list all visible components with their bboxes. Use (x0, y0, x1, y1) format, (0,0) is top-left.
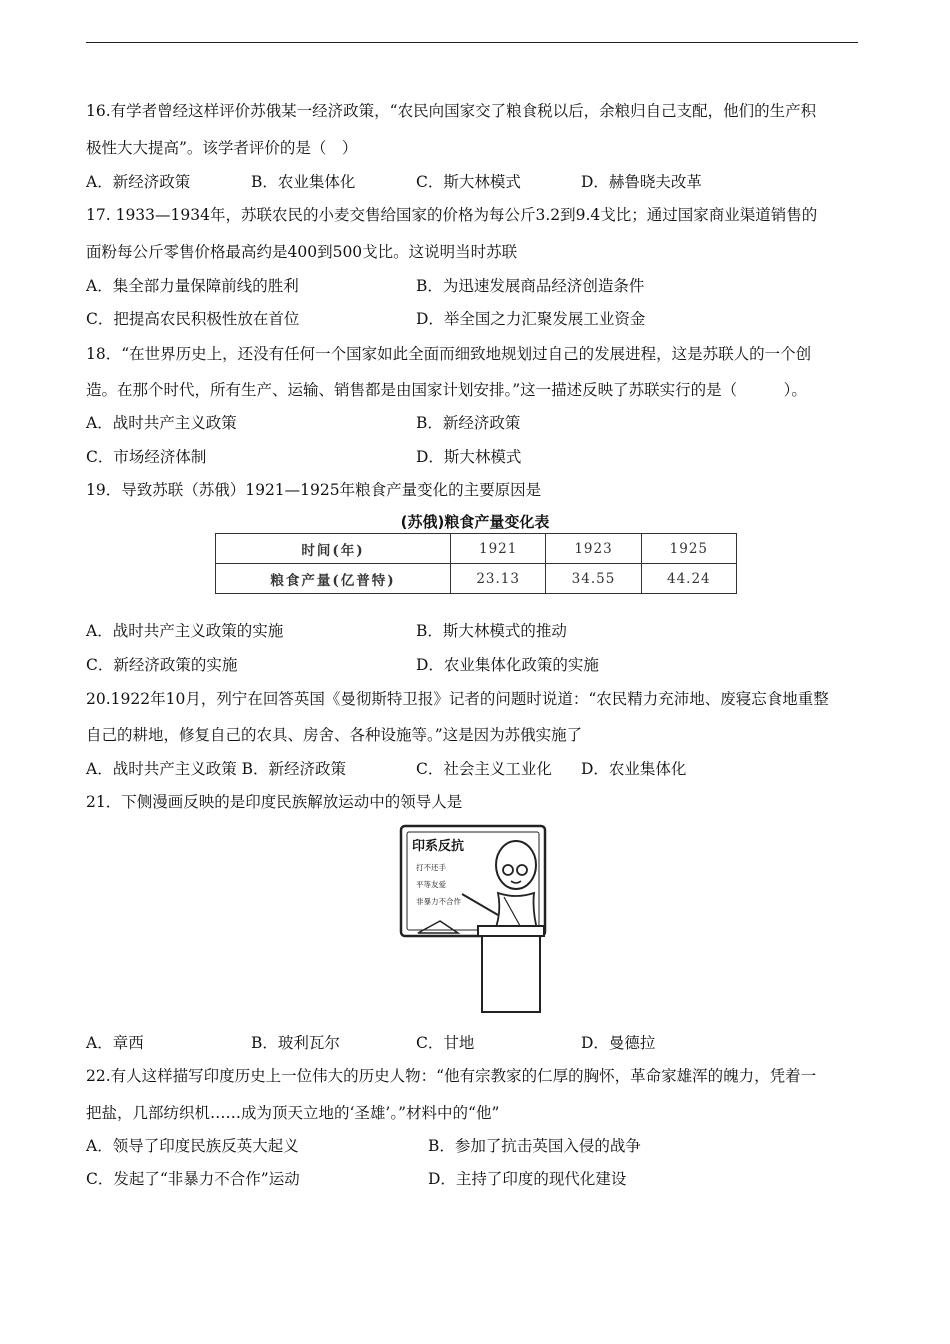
q17-option-a: A．集全部力量保障前线的胜利 (86, 277, 299, 295)
q16-stem-line2: 极性大大提高”。该学者评价的是（ ） (86, 139, 358, 157)
table-year-1921: 1921 (451, 534, 546, 564)
cartoon-podium-top (478, 926, 544, 936)
q18-option-c: C．市场经济体制 (86, 448, 207, 466)
q18-stem-line2: 造。在那个时代，所有生产、运输、销售都是由国家计划安排。”这一描述反映了苏联实行的是（ ）。 (86, 381, 807, 399)
q19-option-b: B．斯大林模式的推动 (416, 622, 567, 640)
q21-stem: 21．下侧漫画反映的是印度民族解放运动中的领导人是 (86, 793, 463, 811)
q21-option-a: A．章西 (86, 1034, 144, 1052)
grain-table-title: (苏俄)粮食产量变化表 (400, 513, 550, 531)
q20-option-c: C．社会主义工业化 (416, 760, 552, 778)
q19-option-d: D．农业集体化政策的实施 (416, 656, 599, 674)
cartoon-board-title: 印系反抗 (412, 839, 465, 854)
header-rule (86, 42, 858, 43)
q16-stem-line1: 16.有学者曾经这样评价苏俄某一经济政策，“农民向国家交了粮食税以后，余粮归自己支配，他们的生产积 (86, 102, 817, 120)
q21-option-c: C．甘地 (416, 1034, 475, 1052)
q22-option-d: D．主持了印度的现代化建设 (428, 1170, 627, 1188)
q21-option-b: B．玻利瓦尔 (251, 1034, 340, 1052)
q20-option-ab: A．战时共产主义政策 B．新经济政策 (86, 760, 347, 778)
q18-stem-line1: 18．“在世界历史上，还没有任何一个国家如此全面而细致地规划过自己的发展进程，这是苏联人的一个创 (86, 345, 812, 363)
table-header-row (216, 534, 737, 564)
q16-option-b: B．农业集体化 (251, 173, 356, 191)
q20-stem-line1: 20.1922年10月，列宁在回答英国《曼彻斯特卫报》记者的问题时说道：“农民精力充沛地、废寝忘食地重整 (86, 690, 829, 708)
q17-stem-line2: 面粉每公斤零售价格最高约是400到500戈比。这说明当时苏联 (86, 243, 518, 261)
q17-option-c: C．把提高农民积极性放在首位 (86, 310, 300, 328)
cartoon-board-line2: 平等友爱 (416, 880, 446, 889)
q21-option-d: D．曼德拉 (581, 1034, 656, 1052)
table-data-row (216, 564, 737, 594)
q22-stem-line1: 22.有人这样描写印度历史上一位伟大的历史人物：“他有宗教家的仁厚的胸怀，革命家雄浑的魄力，凭着一 (86, 1067, 817, 1085)
q20-stem-line2: 自己的耕地，修复自己的农具、房舍、各种设施等。”这是因为苏俄实施了 (86, 726, 583, 744)
table-header-label: 时间(年) (216, 534, 451, 564)
q19-option-a: A．战时共产主义政策的实施 (86, 622, 284, 640)
q16-option-d: D．赫鲁晓夫改革 (581, 173, 702, 191)
q18-option-d: D．斯大林模式 (416, 448, 522, 466)
q18-option-a: A．战时共产主义政策 (86, 414, 237, 432)
q17-option-d: D．举全国之力汇聚发展工业资金 (416, 310, 646, 328)
table-year-1925: 1925 (641, 534, 736, 564)
table-year-1923: 1923 (546, 534, 641, 564)
cartoon-gandhi-head (496, 841, 536, 889)
q20-option-d: D．农业集体化 (581, 760, 687, 778)
q22-option-a: A．领导了印度民族反英大起义 (86, 1137, 299, 1155)
q18-option-b: B．新经济政策 (416, 414, 521, 432)
table-value-1921: 23.13 (451, 564, 546, 594)
cartoon-podium (482, 936, 540, 1012)
q19-stem: 19．导致苏联（苏俄）1921—1925年粮食产量变化的主要原因是 (86, 481, 542, 499)
gandhi-cartoon (398, 823, 548, 1015)
cartoon-board-line3: 非暴力不合作 (416, 897, 461, 906)
q22-option-b: B．参加了抗击英国入侵的战争 (428, 1137, 641, 1155)
q22-stem-line2: 把盐，几部纺织机……成为顶天立地的‘圣雄’。”材料中的“他” (86, 1104, 500, 1122)
cartoon-board-line1: 打不还手 (416, 863, 446, 872)
q17-option-b: B．为迅速发展商品经济创造条件 (416, 277, 645, 295)
table-value-1925: 44.24 (641, 564, 736, 594)
q16-option-a: A．新经济政策 (86, 173, 191, 191)
table-row-label: 粮食产量(亿普特) (216, 564, 451, 594)
q17-stem-line1: 17. 1933—1934年，苏联农民的小麦交售给国家的价格为每公斤3.2到9.4戈比；通过国家商业渠道销售的 (86, 206, 818, 224)
grain-output-table (215, 533, 737, 594)
q16-option-c: C．斯大林模式 (416, 173, 521, 191)
q19-option-c: C．新经济政策的实施 (86, 656, 238, 674)
q22-option-c: C．发起了“非暴力不合作”运动 (86, 1170, 300, 1188)
table-value-1923: 34.55 (546, 564, 641, 594)
